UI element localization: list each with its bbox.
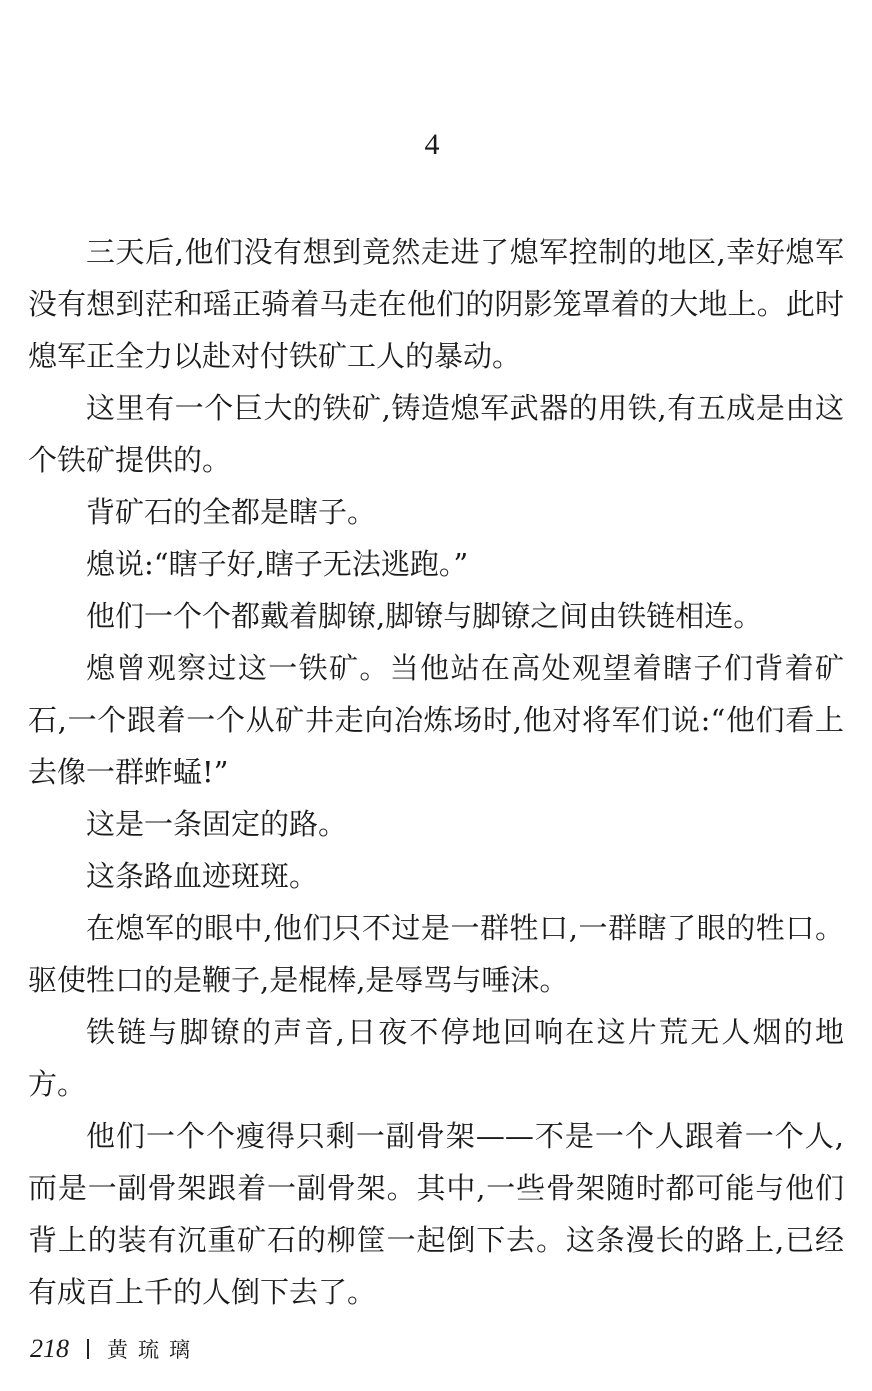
paragraph: 他们一个个都戴着脚镣,脚镣与脚镣之间由铁链相连。 bbox=[86, 599, 763, 633]
paragraph: 背矿石的全都是瞎子。 bbox=[86, 495, 377, 529]
paragraph: 熄曾观察过这一铁矿。当他站在高处观望着瞎子们背着矿石,一个跟着一个从矿井走向冶炼场时,他对将军们说:“他们看上去像一群蚱蜢!” bbox=[28, 651, 844, 789]
paragraph: 这是一条固定的路。 bbox=[86, 807, 348, 841]
paragraph: 这条路血迹斑斑。 bbox=[86, 859, 319, 893]
paragraph: 铁链与脚镣的声音,日夜不停地回响在这片荒无人烟的地方。 bbox=[28, 1015, 844, 1101]
paragraph: 这里有一个巨大的铁矿,铸造熄军武器的用铁,有五成是由这个铁矿提供的。 bbox=[28, 391, 844, 477]
paragraph: 熄说:“瞎子好,瞎子无法逃跑。” bbox=[86, 547, 469, 581]
paragraph: 三天后,他们没有想到竟然走进了熄军控制的地区,幸好熄军没有想到茫和瑶正骑着马走在他们的阴影笼罩着的大地上。此时熄军正全力以赴对付铁矿工人的暴动。 bbox=[28, 235, 844, 373]
chapter-number: 4 bbox=[424, 128, 440, 161]
footer-divider bbox=[87, 1339, 89, 1359]
book-title: 黄琉璃 bbox=[107, 1338, 200, 1362]
body-text bbox=[28, 226, 844, 1318]
page-footer bbox=[30, 1334, 200, 1364]
paragraph: 在熄军的眼中,他们只不过是一群牲口,一群瞎了眼的牲口。驱使牲口的是鞭子,是棍棒,是辱骂与唾沫。 bbox=[28, 911, 844, 997]
paragraph: 他们一个个瘦得只剩一副骨架——不是一个人跟着一个人,而是一副骨架跟着一副骨架。其中,一些骨架随时都可能与他们背上的装有沉重矿石的柳筐一起倒下去。这条漫长的路上,已经有成百上千的人倒下去了。 bbox=[28, 1119, 844, 1309]
page-number: 218 bbox=[30, 1334, 69, 1363]
